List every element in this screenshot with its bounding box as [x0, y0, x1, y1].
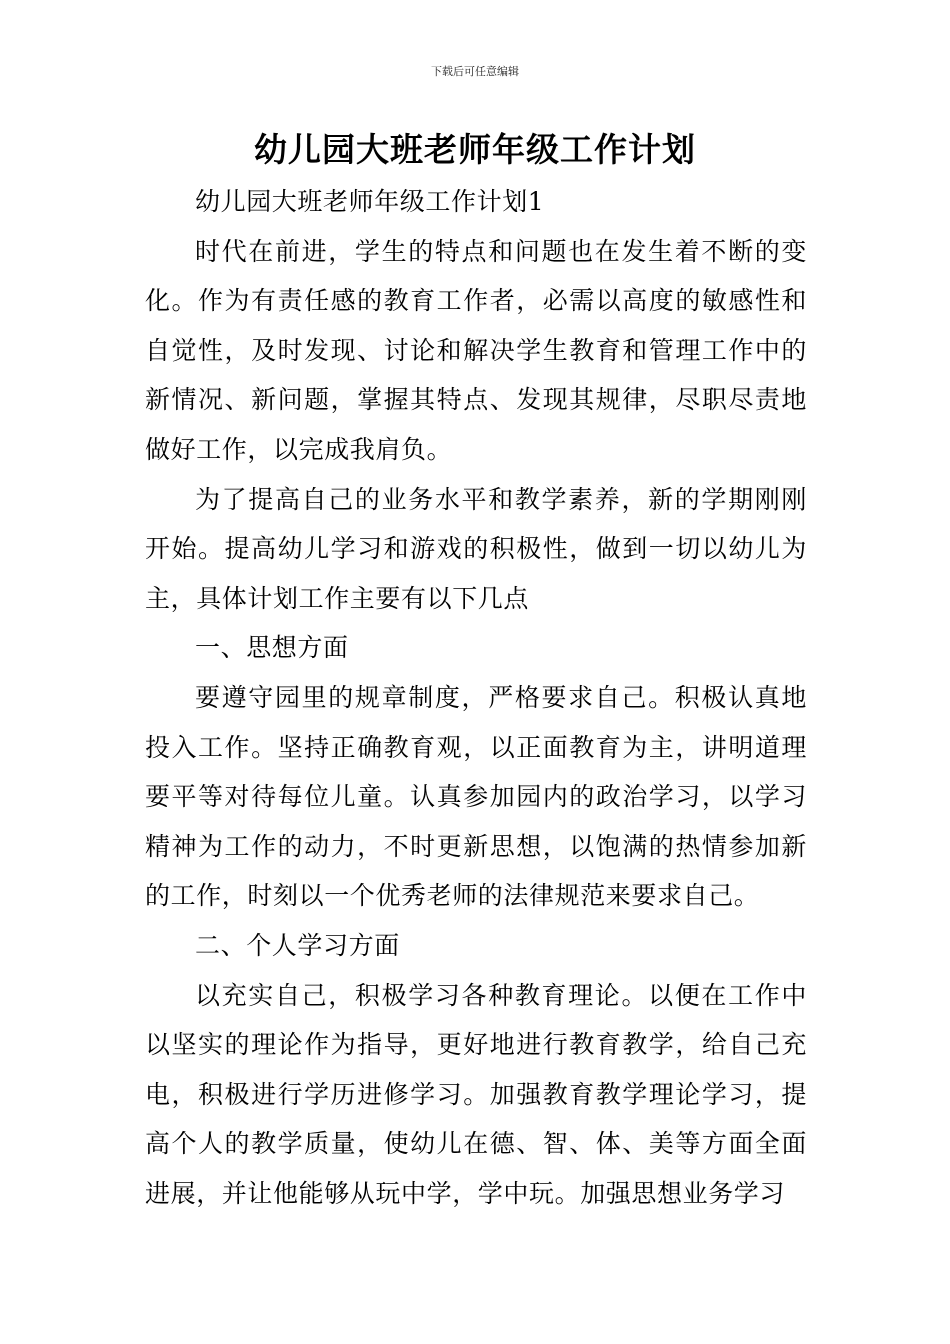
section-heading: 二、个人学习方面: [195, 930, 400, 960]
section-subtitle: 幼儿园大班老师年级工作计划1: [195, 187, 545, 216]
paragraph: 以充实自己，积极学习各种教育理论。以便在工作中以坚实的理论作为指导，更好地进行教育教学，给自己充电，积极进行学历进修学习。加强教育教学理论学习，提高个人的教学质量，使幼儿在德、智、体、美等方面全面进展，并让他能够从玩中学，学中玩。加强思想业务学习: [145, 980, 807, 1208]
paragraph: 要遵守园里的规章制度，严格要求自己。积极认真地投入工作。坚持正确教育观，以正面教育为主，讲明道理要平等对待每位儿童。认真参加园内的政治学习，以学习精神为工作的动力，不时更新思想，以饱满的热情参加新的工作，时刻以一个优秀老师的法律规范来要求自己。: [145, 682, 807, 911]
document-body: [145, 177, 807, 1218]
document-title: 幼儿园大班老师年级工作计划: [254, 130, 696, 169]
header-note: 下载后可任意编辑: [431, 65, 519, 78]
section-heading: 一、思想方面: [195, 633, 349, 663]
paragraph: 为了提高自己的业务水平和教学素养，新的学期刚刚开始。提高幼儿学习和游戏的积极性，做到一切以幼儿为主，具体计划工作主要有以下几点: [145, 484, 807, 613]
paragraph: 时代在前进，学生的特点和问题也在发生着不断的变化。作为有责任感的教育工作者，必需以高度的敏感性和自觉性，及时发现、讨论和解决学生教育和管理工作中的新情况、新问题，掌握其特点、发现其规律，尽职尽责地做好工作，以完成我肩负。: [145, 236, 807, 464]
